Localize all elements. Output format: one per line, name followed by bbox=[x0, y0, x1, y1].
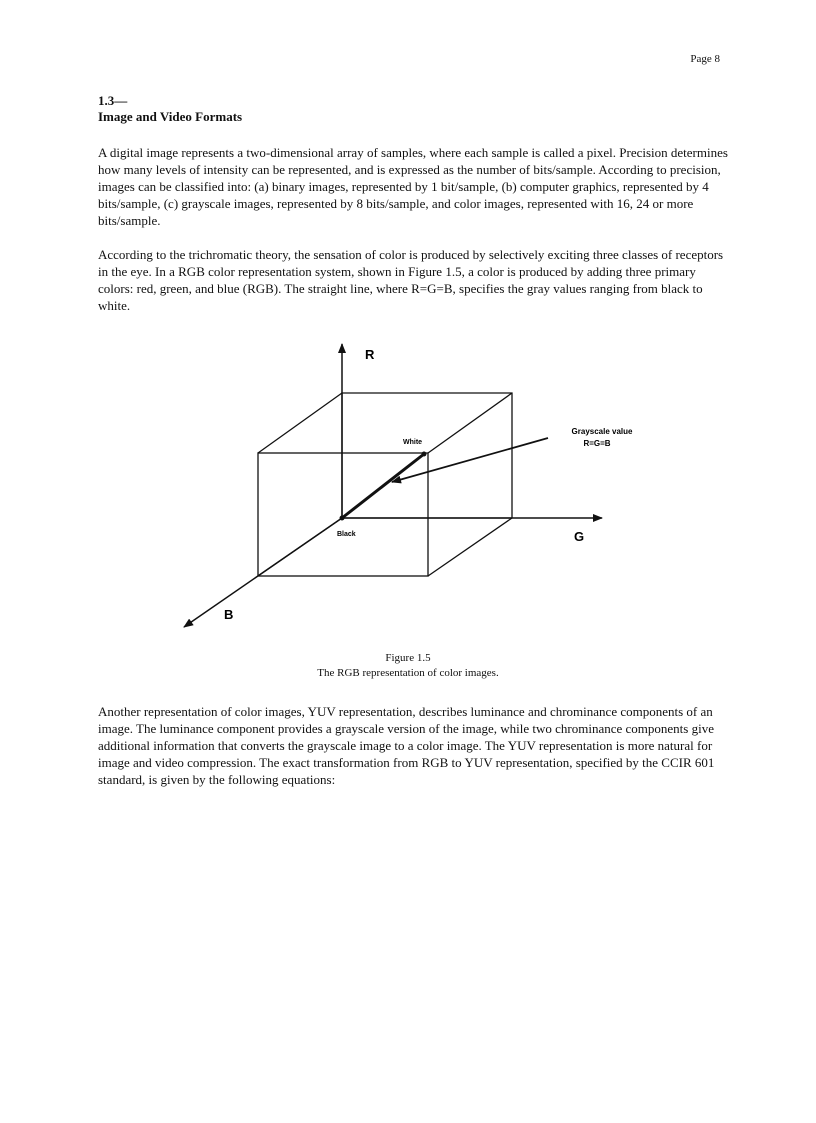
figure-caption-text: The RGB representation of color images. bbox=[317, 667, 499, 679]
b-axis-label: B bbox=[224, 607, 234, 622]
white-point bbox=[422, 452, 427, 457]
b-axis bbox=[184, 518, 342, 627]
grayscale-label-line1: Grayscale value bbox=[571, 427, 633, 436]
paragraph-digital-image: A digital image represents a two-dimensional array of samples, where each sample is called a pixel. Precision determines how many levels of intensity can be represented, and is expressed as the number of bits/sample. According to precision, images can be classified into: (a) binary images, represented by 1 bit/sample, (b) computer graphics, represented by 4 bits/sample, (c) grayscale images, represented by 8 bits/sample, and color images, represented with 16, 24 or more bits/sample. bbox=[98, 145, 728, 228]
page-number: Page 8 bbox=[690, 53, 720, 65]
grayscale-diagonal bbox=[342, 454, 424, 518]
rgb-cube-figure bbox=[170, 334, 650, 634]
paragraph-yuv: Another representation of color images, YUV representation, describes luminance and chrominance components of an image. The luminance component provides a grayscale version of the image, while two chrominance components give additional information that converts the grayscale image to a color image. The YUV representation is more natural for image and video compression. The exact transformation from RGB to YUV representation, specified by the CCIR 601 standard, is given by the following equations: bbox=[98, 704, 715, 787]
g-axis-label: G bbox=[574, 529, 585, 544]
section-title: Image and Video Formats bbox=[98, 109, 243, 124]
paragraph-trichromatic: According to the trichromatic theory, the sensation of color is produced by selectively exciting three classes of receptors in the eye. In a RGB color representation system, shown in Figure 1.5, a color is produced by adding three primary colors: red, green, and blue (RGB). The straight line, where R=G=B, specifies the gray values ranging from black to white. bbox=[98, 247, 724, 313]
figure-caption-number: Figure 1.5 bbox=[385, 652, 431, 664]
rgb-cube-diagram bbox=[170, 334, 650, 634]
r-axis-label: R bbox=[365, 347, 375, 362]
black-label: Black bbox=[337, 531, 356, 538]
white-label: White bbox=[403, 439, 423, 446]
black-point bbox=[340, 516, 345, 521]
grayscale-label-line2: R=G=B bbox=[583, 439, 611, 448]
section-number: 1.3— bbox=[98, 93, 128, 108]
